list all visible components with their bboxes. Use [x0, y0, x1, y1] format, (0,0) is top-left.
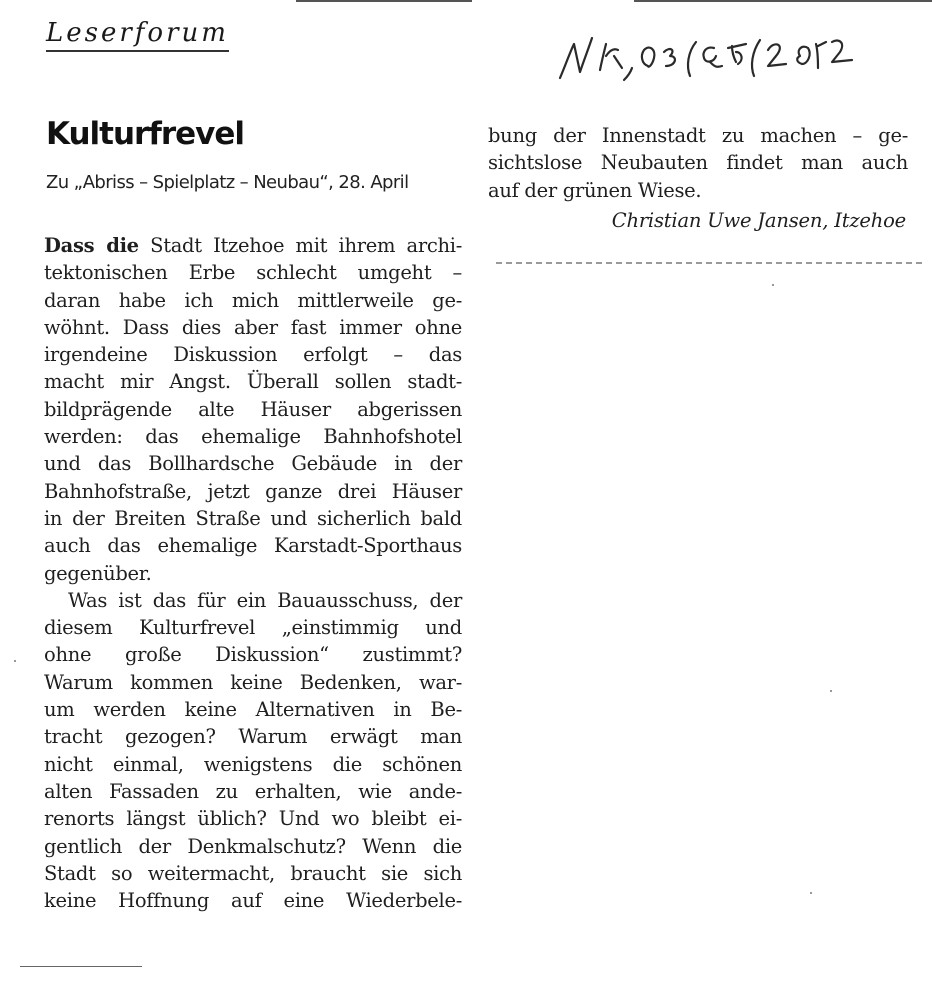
left-column — [44, 232, 462, 914]
text-line: ohne große Diskussion“ zustimmt? — [44, 643, 462, 667]
text-line: gegenüber. — [44, 561, 152, 585]
text-line: Stadt so weitermacht, braucht sie sich — [44, 861, 462, 885]
text-line: diesem Kulturfrevel „einstimmig und — [44, 616, 462, 640]
text-line: auch das ehemalige Karstadt-Sporthaus — [44, 534, 462, 558]
section-label: Leserforum — [46, 18, 229, 52]
text-line: wöhnt. Dass dies aber fast immer ohne — [44, 315, 462, 339]
text-line: Was ist das für ein Bauausschuss, der — [68, 588, 462, 612]
text-line: und das Bollhardsche Gebäude in der — [44, 452, 462, 476]
text-line: daran habe ich mich mittlerweile ge- — [44, 288, 462, 312]
scan-speck — [772, 284, 774, 286]
top-rule-left — [296, 0, 472, 2]
text-line: Dass die Stadt Itzehoe mit ihrem archi- — [44, 234, 463, 257]
text-line: bung der Innenstadt zu machen – ge- — [488, 124, 908, 147]
text-line: macht mir Angst. Überall sollen stadt- — [44, 370, 462, 394]
handwritten-date-annotation — [556, 22, 856, 94]
headline: Kulturfrevel — [46, 116, 245, 152]
text-line: um werden keine Alternativen in Be- — [44, 698, 462, 722]
author-signature: Christian Uwe Jansen, Itzehoe — [611, 209, 906, 232]
text-line: keine Hoffnung auf eine Wiederbele- — [44, 889, 462, 913]
text-line: in der Breiten Straße und sicherlich bald — [44, 506, 462, 530]
bottom-rule — [20, 966, 142, 967]
article-reference: Zu „Abriss – Spielplatz – Neubau“, 28. April — [46, 172, 409, 193]
text-line: nicht einmal, wenigstens die schönen — [44, 752, 462, 776]
text-line: sichtslose Neubauten findet man auch — [488, 151, 908, 175]
scan-speck — [810, 892, 812, 894]
text-line: werden: das ehemalige Bahnhofshotel — [44, 425, 462, 449]
text-line: gentlich der Denkmalschutz? Wenn die — [44, 834, 462, 858]
scan-speck — [14, 660, 16, 662]
text-line: renorts längst üblich? Und wo bleibt ei- — [44, 807, 462, 831]
lead-in: Dass die — [44, 234, 139, 257]
text-line: tektonischen Erbe schlecht umgeht – — [44, 261, 462, 285]
text-line: irgendeine Diskussion erfolgt – das — [44, 343, 462, 367]
dashed-divider — [496, 262, 922, 264]
text-line: Bahnhofstraße, jetzt ganze drei Häuser — [44, 479, 462, 503]
text-line: alten Fassaden zu erhalten, wie ande- — [44, 779, 462, 803]
text-line: Warum kommen keine Bedenken, war- — [44, 670, 462, 694]
text-line: tracht gezogen? Warum erwägt man — [44, 725, 462, 749]
text-line: bildprägende alte Häuser abgerissen — [44, 397, 462, 421]
text-line: auf der grünen Wiese. — [488, 178, 702, 202]
right-column — [488, 122, 908, 204]
scan-speck — [830, 690, 832, 692]
top-rule-right — [634, 0, 932, 2]
